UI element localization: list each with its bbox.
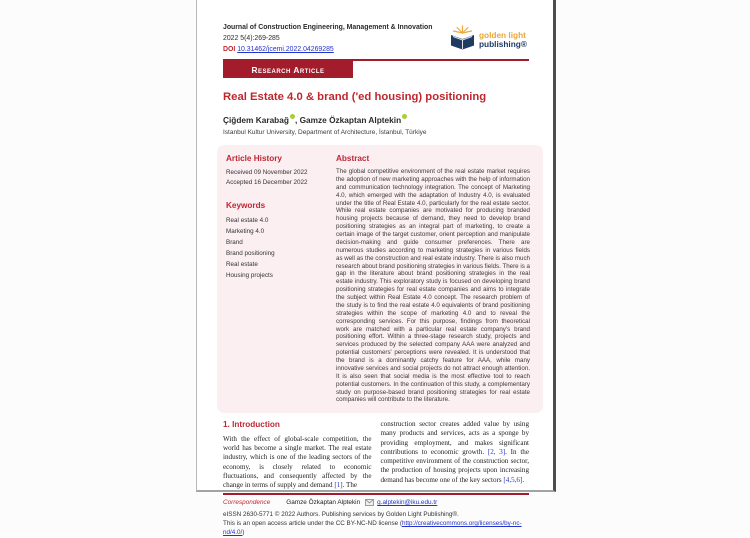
page-header	[223, 23, 529, 55]
abstract-text: The global competitive environment of the real estate market requires the adoption of new marketing approaches with the help of information and communication technology integration. The concept of Marketing 4.0, which emerged with the adaptation of Industry 4.0, is evaluated under the title of Real Estate 4.0, particularly for the real estate sector. While real estate companies are motivated for producing branded housing projects because of demand, they need to develop brand positioning strategies as an integral part of marketing, to create a certain image of the target customer, orient perception and manipulate decision-making and guide consumer preferences. There are numerous studies according to marketing strategies in various fields as well as the construction and real estate industry. There is also much research about brand positioning strategies in various fields. There is a gap in the literature about brand positioning strategies in the real estate industry. This exploratory study is focused on developing brand positioning strategies for real estate companies and aims to integrate the subject within Real Estate 4.0 concept. The research problem of the study is to find the real estate 4.0 equivalents of brand positioning strategies within the scope of marketing 4.0 and to reveal the corresponding services. For this purpose, findings from theoretical work are matched with a particular real estate company's brand positioning effort. Within a three-stage research study, projects and services produced by the selected company AAA were analyzed and potential customers' perceptions were revealed. It is understood that the brand is a dominantly catchy feature for AAA, while many innovative services and social projects do not attract enough attention. It is also seen that social media is the most effective tool to reach potential customers. In the continuation of this study, a complementary study on purpose-based brand positioning strategies for real estate companies will contribute to the literature.	[336, 168, 530, 404]
logo-line1: golden light	[478, 30, 526, 41]
affiliation: Istanbul Kultur University, Department of Architecture, İstanbul, Türkiye	[223, 129, 427, 136]
license-text-suffix: )	[242, 528, 245, 536]
body-columns	[223, 420, 529, 490]
doi-link[interactable]: 10.31462/jcemi.2022.04269285	[237, 46, 334, 53]
body-column-right	[381, 420, 530, 490]
open-book-sun-icon	[449, 25, 476, 55]
author-separator: ,	[294, 115, 300, 125]
issn-line: eISSN 2630-5771 © 2022 Authors. Publishing services by Golden Light Publishing®.	[223, 511, 459, 519]
publisher-logo-text	[479, 31, 527, 48]
logo-line2: publishing®	[478, 39, 527, 49]
footer-legal	[223, 511, 529, 537]
authors-line	[223, 114, 529, 125]
list-item: Housing projects	[226, 271, 273, 279]
volume-issue-pages: 2022 5(4):269-285	[223, 35, 280, 42]
envelope-icon	[365, 499, 374, 506]
article-title: Real Estate 4.0 & brand ('ed housing) positioning	[223, 91, 487, 103]
list-item: Brand	[226, 238, 243, 246]
doi-line	[223, 45, 432, 55]
orcid-icon[interactable]	[402, 114, 407, 119]
keywords-block	[226, 201, 323, 281]
introduction-paragraph: With the effect of global-scale competition, the world has become a single market. The real estate industry, which is one of the leading sectors of the economy, is closely related to economic fluctuations, and consequently affected by the change in terms of supply and demand [1]. The	[223, 434, 372, 489]
keywords-heading: Keywords	[226, 200, 266, 210]
list-item: Marketing 4.0	[226, 227, 265, 235]
doi-label: DOI	[223, 46, 236, 53]
list-item: Brand positioning	[226, 249, 275, 257]
keywords-list	[226, 215, 323, 281]
license-text: This is an open access article under the CC BY-NC-ND license (	[223, 520, 402, 528]
author-name: Çiğdem Karabağ	[223, 115, 289, 125]
author-name: Gamze Özkaptan Alptekin	[299, 115, 402, 125]
citation-ref[interactable]: [1]	[334, 481, 343, 489]
abstract-heading: Abstract	[336, 154, 370, 163]
correspondence-line	[223, 499, 529, 506]
introduction-paragraph-continued: construction sector creates added value by using many products and services, acts as a sponge by providing employment, and makes significant contributions to economic growth. [2, 3]. In the competitive environment of the construction sector, the production of housing projects upon increasing demand has become one of the key sectors [4,5,6].	[380, 420, 529, 484]
correspondence-label: Correspondence	[223, 499, 271, 507]
article-type-banner: Research Article	[223, 61, 353, 78]
correspondence-email-link[interactable]: g.alptekin@iku.edu.tr	[377, 499, 438, 507]
journal-meta	[223, 23, 432, 55]
journal-name: Journal of Construction Engineering, Management & Innovation	[223, 24, 433, 31]
list-item: Real estate	[226, 260, 258, 268]
license-url-link[interactable]: http://creativecommons.org/licenses/by-nc-nd/4.0/	[223, 520, 522, 536]
citation-ref[interactable]: [2, 3]	[487, 447, 506, 456]
footer-divider	[223, 493, 529, 495]
publisher-logo	[449, 25, 527, 55]
accepted-date: Accepted 16 December 2022	[226, 178, 308, 186]
correspondence-name: Gamze Özkaptan Alptekin	[286, 499, 361, 507]
abstract-panel	[217, 145, 543, 413]
license-line	[223, 520, 529, 538]
abstract-panel-left	[226, 154, 323, 404]
introduction-heading: 1. Introduction	[223, 420, 280, 430]
abstract-panel-right	[336, 154, 530, 404]
list-item: Real estate 4.0	[226, 216, 269, 224]
body-column-left	[223, 420, 372, 490]
received-date: Received 09 November 2022	[226, 169, 308, 176]
article-history-heading: Article History	[226, 154, 282, 163]
article-page	[196, 0, 556, 536]
citation-ref[interactable]: [4,5,6]	[503, 475, 523, 484]
